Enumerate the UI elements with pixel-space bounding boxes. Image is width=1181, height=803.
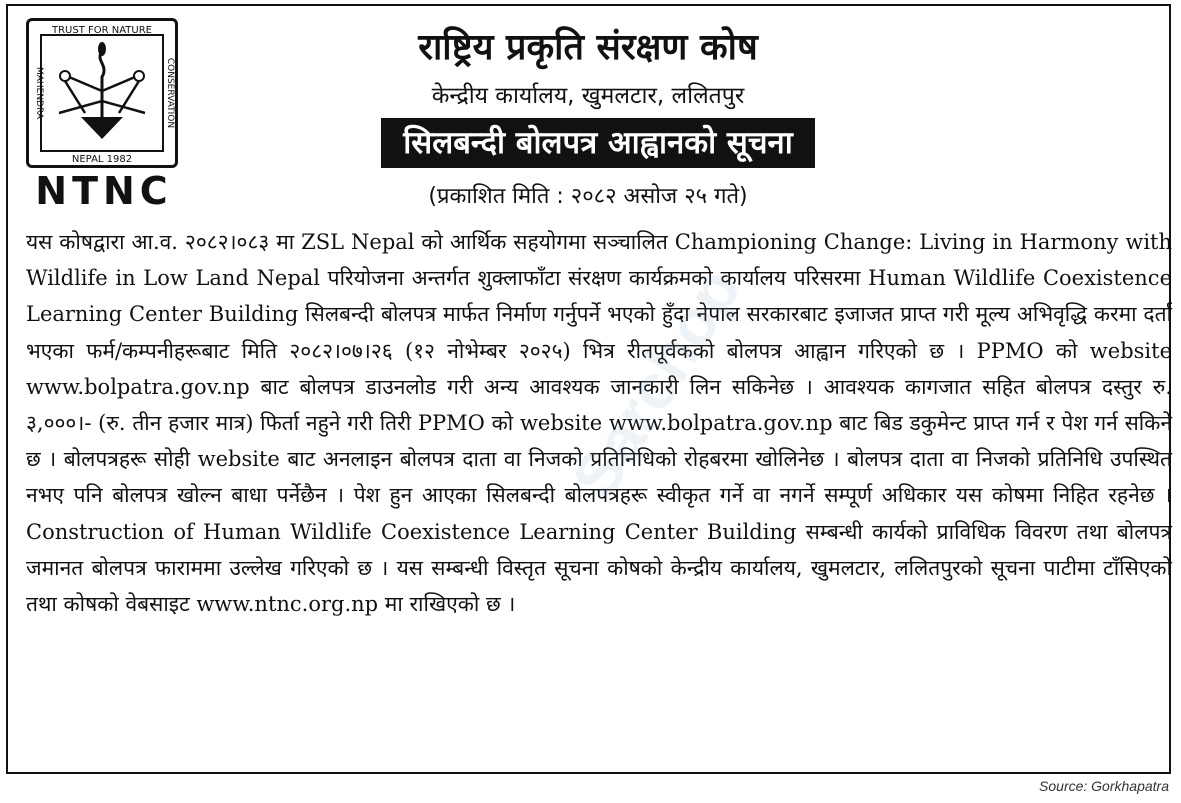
ntnc-logo [26,18,178,168]
logo-right-text: CONSERVATION [165,57,175,129]
watermark: Sarchop [557,255,755,511]
notice-title: सिलबन्दी बोलपत्र आह्वानको सूचना [381,118,815,168]
publication-date: (प्रकाशित मिति : २०८२ असोज २५ गते) [428,184,748,209]
notice-title-bar [328,118,868,168]
org-name: राष्ट्रिय प्रकृति संरक्षण कोष [418,27,758,68]
notice-frame [6,4,1171,774]
logo-top-text: TRUST FOR NATURE [52,25,152,36]
emblem-icon [29,21,175,165]
source-credit: Source: Gorkhapatra [1039,778,1169,794]
logo-bottom-text: NEPAL 1982 [71,154,133,165]
notice-body: यस कोषद्वारा आ.व. २०८२।०८३ मा ZSL Nepal को आर्थिक सहयोगमा सञ्चालित Championing Change: Living in Harmony with Wildlife in Low Land Nepal परियोजना अन्तर्गत शुक्लाफाँटा संरक्षण कार्यक्रमको कार्यालय परिसरमा Human Wildlife Coexistence Learning Center Building सिलबन्दी बोलपत्र मार्फत निर्माण गर्नुपर्ने भएको हुँदा नेपाल सरकारबाट इजाजत प्राप्त गरी मूल्य अभिवृद्धि करमा दर्ता भएका फर्म/कम्पनीहरूबाट मिति २०८२।०७।२६ (१२ नोभेम्बर २०२५) भित्र रीतपूर्वकको बोलपत्र आह्वान गरिएको छ । PPMO को website www.bolpatra.gov.np बाट बोलपत्र डाउनलोड गरी अन्य आवश्यक जानकारी लिन सकिनेछ । आवश्यक कागजात सहित बोलपत्र दस्तुर रु. ३,०००।- (रु. तीन हजार मात्र) फिर्ता नहुने गरी तिरी PPMO को website www.bolpatra.gov.np बाट बिड डकुमेन्ट प्राप्त गर्न र पेश गर्न सकिने छ । बोलपत्रहरू सोही website बाट अनलाइन बोलपत्र दाता वा निजको प्रतिनिधिको रोहबरमा खोलिनेछ । बोलपत्र दाता वा निजको प्रतिनिधि उपस्थित नभए पनि बोलपत्र खोल्न बाधा पर्नेछैन । पेश हुन आएका सिलबन्दी बोलपत्रहरू स्वीकृत गर्ने वा नगर्ने सम्पूर्ण अधिकार यस कोषमा निहित रहनेछ । Construction of Human Wildlife Coexistence Learning Center Building सम्बन्धी कार्यको प्राविधिक विवरण तथा बोलपत्र जमानत बोलपत्र फाराममा उल्लेख गरिएको छ । यस सम्बन्धी विस्तृत सूचना कोषको केन्द्रीय कार्यालय, खुमलटार, ललितपुरको सूचना पाटीमा टाँसिएको तथा कोषको वेबसाइट www.ntnc.org.np मा राखिएको छ । [26,230,1172,617]
logo-left-text: MAHENDRA [34,66,44,120]
office-address: केन्द्रीय कार्यालय, खुमलटार, ललितपुर [431,83,745,109]
ntnc-wordmark: NTNC [35,169,173,213]
